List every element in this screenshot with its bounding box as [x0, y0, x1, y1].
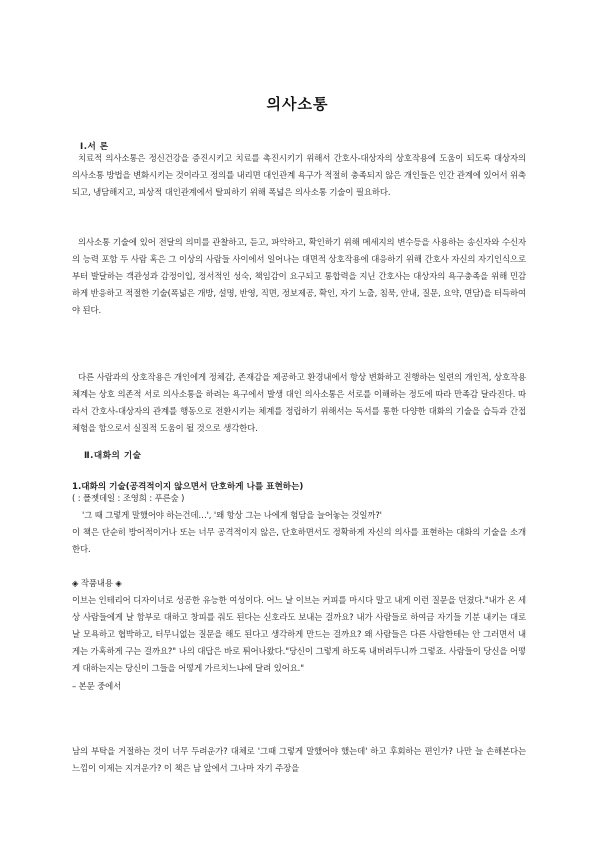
book-info: ( : 폴젯데일 : 조영희 : 푸른숲 ) [72, 493, 185, 503]
closing-text: 남의 부탁을 거절하는 것이 너무 두려운가? 대체로 '그때 그렇게 말했어야 했는데' 하고 후회하는 편인가? 나만 늘 손해본다는 느낌이 이제는 지겨운가? 이 책은 남 앞에서 그나마 자기 주장을 [72, 746, 526, 774]
section-1-heading: Ⅰ.서 론 [80, 142, 109, 152]
section-2-heading: Ⅱ.대화의 기술 [84, 451, 142, 461]
intro-paragraph-1 [72, 150, 526, 201]
book-quote: '그 때 그렇게 말했어야 하는건데…', '왜 항상 그는 나에게 험담을 늘어놓는 것일까?' [82, 510, 382, 521]
closing-paragraph [72, 743, 526, 777]
content-label: ◈ 작품내용 ◈ [72, 578, 122, 588]
paragraph-text: 치료적 의사소통은 정신건강을 증진시키고 치료를 촉진시키기 위해서 간호사-대상자의 상호작용에 도움이 되도록 대상자의 의사소통 방법을 변화시키는 것이라고 정의를 내리면 대인관계 욕구가 적절히 충족되지 않은 개인들은 인간 관계에 있어서 위축되고, 냉담해지고, 피상적 대인관계에서 탈피하기 위해 폭넓은 의사소통 기술이 필요하다. [72, 153, 526, 198]
content-text: 이브는 인테리어 디자이너로 성공한 유능한 여성이다. 어느 날 이브는 커피를 마시다 말고 내게 이런 질문을 던졌다."내가 온 세상 사람들에게 날 함부로 대하고 창피를 줘도 된다는 신호라도 보내는 걸까요? 내가 사람들로 하여금 자기들 기분 내키는 대로 날 모욕하고 협박하고, 터무니없는 질문을 해도 된다고 생각하게 만드는 걸까요? 왜 사람들은 다른 사람한테는 안 그러면서 내게는 가혹하게 구는 걸까요?" 나의 대답은 바로 튀어나왔다."당신이 그렇게 하도록 내버려두니까 그렇죠. 사람들이 당신을 어떻게 대하는지는 당신이 그들을 어떻게 가르치느냐에 달려 있어요." [72, 595, 526, 674]
book-info-block [72, 490, 526, 558]
intro-paragraph-2 [72, 234, 526, 319]
subsection-heading: 1.대화의 기술(공격적이지 않으면서 단호하게 나를 표현하는) [72, 482, 304, 492]
intro-paragraph-3 [72, 369, 526, 437]
paragraph-text: 다른 사람과의 상호작용은 개인에게 정체감, 존재감을 제공하고 환경내에서 항상 변화하고 진행하는 일련의 개인적, 상호작용 체계는 상호 의존적 서로 의사소통을 하려는 욕구에서 발생 대인 의사소통은 서로를 이해하는 정도에 따라 만족감 달라진다. 따라서 간호사-대상자의 관계를 행동으로 전환시키는 체계를 정립하기 위해서는 독서를 통한 다양한 대화의 기술을 습득과 간접체험을 함으로서 실질적 도움이 될 것으로 생각한다. [72, 372, 526, 434]
content-source: – 본문 중에서 [72, 680, 122, 691]
paragraph-text: 의사소통 기술에 있어 전달의 의미를 관찰하고, 듣고, 파악하고, 확인하기 위해 메세지의 변수등을 사용하는 송신자와 수신자의 능력 포함 두 사람 혹은 그 이상의 사람들 사이에서 일어나는 대면적 상호작용에 대응하기 위해 간호사 자신의 자기인식으로부터 발달하는 객관성과 감정이입, 정서적인 성숙, 책임감이 요구되고 통합력을 지닌 간호사는 대상자의 욕구충족을 위해 민감하게 반응하고 적절한 기술(폭넓은 개방, 설명, 반영, 직면, 정보제공, 확인, 자기 노출, 침묵, 안내, 질문, 요약, 면담)을 터득하여야 된다. [72, 237, 526, 316]
document-title: 의사소통 [266, 95, 329, 113]
content-block [72, 575, 526, 695]
book-intro: 이 책은 단순히 방어적이거나 또는 너무 공격적이지 않은, 단호하면서도 정확하게 자신의 의사를 표현하는 대화의 기술을 소개한다. [72, 527, 526, 555]
